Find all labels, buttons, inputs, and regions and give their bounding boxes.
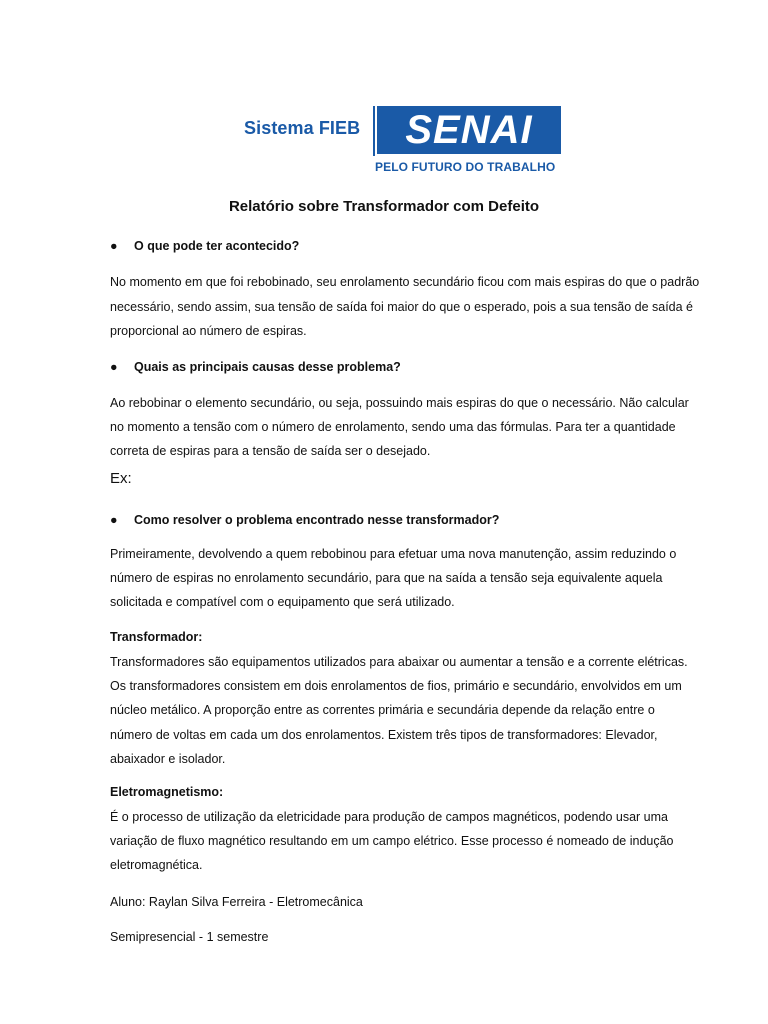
answer-3: Primeiramente, devolvendo a quem rebobinou para efetuar uma nova manutenção, assim reduzindo o número de espiras no enrolamento secundário, para que na saída a tensão seja equivalente aquela solicitada e compatível com o equipamento que será utilizado. xyxy=(110,547,677,610)
example-label: Ex: xyxy=(110,470,132,487)
bullet-icon: ● xyxy=(110,360,118,374)
senai-wordmark: SENAI xyxy=(405,108,533,152)
definition-term-transformador: Transformador: xyxy=(110,630,203,644)
bullet-icon: ● xyxy=(110,239,118,253)
answer-2: Ao rebobinar o elemento secundário, ou seja, possuindo mais espiras do que o necessário. Não calcular no momento a tensão com o número de enrolamento, sendo uma das fórmulas. Para ter a quantidade correta de espiras para a tensão de saída ser o desejado. xyxy=(110,396,689,459)
senai-logo-box xyxy=(377,106,561,154)
question-2 xyxy=(110,360,401,374)
logo-slogan: PELO FUTURO DO TRABALHO xyxy=(375,160,556,174)
document-title: Relatório sobre Transformador com Defeito xyxy=(228,198,540,215)
logo-divider xyxy=(373,106,375,156)
sistema-fieb-senai-logo xyxy=(244,104,564,176)
definition-text-transformador: Transformadores são equipamentos utilizados para abaixar ou aumentar a tensão e a corrente elétricas. Os transformadores consistem em dois enrolamentos de fios, primário e secundário, envolvidos em um núcleo metálico. A proporção entre as correntes primária e secundária depende da relação entre o número de voltas em cada um dos enrolamentos. Existem três tipos de transformadores: Elevador, abaixador e isolador. xyxy=(110,655,688,766)
question-1 xyxy=(110,239,299,253)
student-name: Aluno: Raylan Silva Ferreira - Eletromecânica xyxy=(110,895,363,909)
definition-text-eletromagnetismo: É o processo de utilização da eletricidade para produção de campos magnéticos, podendo usar uma variação de fluxo magnético resultando em um campo elétrico. Esse processo é nomeado de indução eletromagnética. xyxy=(110,810,674,873)
question-2-text: Quais as principais causas desse problema? xyxy=(134,360,401,374)
question-1-text: O que pode ter acontecido? xyxy=(134,239,300,253)
bullet-icon: ● xyxy=(110,513,118,527)
answer-1: No momento em que foi rebobinado, seu enrolamento secundário ficou com mais espiras do que o padrão necessário, sendo assim, sua tensão de saída foi maior do que o esperado, pois a sua tensão de saída é proporcional ao número de espiras. xyxy=(110,275,700,338)
definition-term-eletromagnetismo: Eletromagnetismo: xyxy=(110,785,224,799)
question-3 xyxy=(110,513,499,527)
logo-org-text: Sistema FIEB xyxy=(244,118,361,138)
course-info: Semipresencial - 1 semestre xyxy=(110,930,269,944)
question-3-text: Como resolver o problema encontrado nesse transformador? xyxy=(134,513,500,527)
